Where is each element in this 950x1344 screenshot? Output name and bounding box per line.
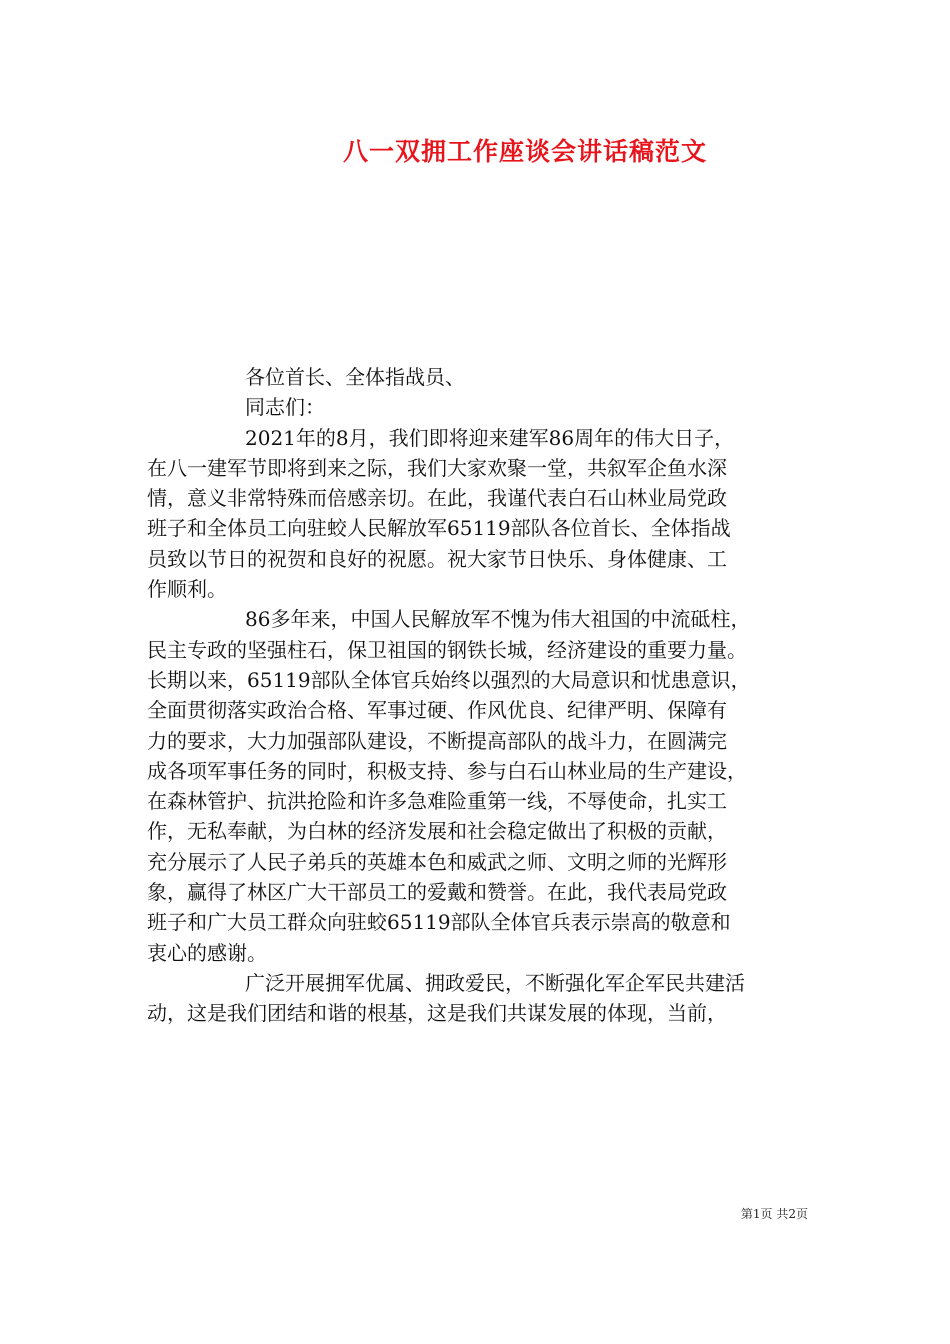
body-line: 员致以节日的祝贺和良好的祝愿。祝大家节日快乐、身体健康、工: [147, 546, 727, 571]
body-line: 各位首长、全体指战员、: [245, 365, 465, 389]
body-line: 同志们：: [245, 395, 325, 420]
document-body: [147, 362, 827, 1029]
body-line: 成各项军事任务的同时，积极支持、参与白石山林业局的生产建设，: [147, 758, 747, 783]
body-line: 86多年来，中国人民解放军不愧为伟大祖国的中流砥柱，: [245, 607, 751, 632]
body-line: 长期以来，65119部队全体官兵始终以强烈的大局意识和忧患意识，: [147, 667, 751, 692]
body-line: 象，赢得了林区广大干部员工的爱戴和赞誉。在此，我代表局党政: [147, 880, 727, 905]
body-line: 作，无私奉献，为白林的经济发展和社会稳定做出了积极的贡献，: [147, 819, 727, 844]
body-line: 班子和全体员工向驻蛟人民解放军65119部队各位首长、全体指战: [147, 516, 731, 541]
body-line: 情，意义非常特殊而倍感亲切。在此，我谨代表白石山林业局党政: [147, 486, 727, 511]
body-line: 民主专政的坚强柱石，保卫祖国的钢铁长城，经济建设的重要力量。: [147, 637, 747, 662]
page-number: 第1页 共2页: [740, 1207, 808, 1221]
body-line: 力的要求，大力加强部队建设，不断提高部队的战斗力，在圆满完: [147, 728, 727, 753]
body-line: 作顺利。: [147, 577, 227, 602]
body-line: 全面贯彻落实政治合格、军事过硬、作风优良、纪律严明、保障有: [147, 698, 727, 723]
body-line: 动，这是我们团结和谐的根基，这是我们共谋发展的体现，当前，: [147, 1001, 727, 1026]
body-line: 班子和广大员工群众向驻蛟65119部队全体官兵表示崇高的敬意和: [147, 910, 731, 935]
body-line: 2021年的8月，我们即将迎来建军86周年的伟大日子，: [245, 425, 735, 450]
body-line: 广泛开展拥军优属、拥政爱民，不断强化军企军民共建活: [245, 970, 745, 995]
body-line: 在森林管护、抗洪抢险和许多急难险重第一线，不辱使命，扎实工: [147, 789, 727, 814]
body-line: 衷心的感谢。: [147, 940, 267, 965]
body-line: 充分展示了人民子弟兵的英雄本色和威武之师、文明之师的光辉形: [147, 849, 727, 874]
body-line: 在八一建军节即将到来之际，我们大家欢聚一堂，共叙军企鱼水深: [147, 455, 727, 480]
document-title: 八一双拥工作座谈会讲话稿范文: [342, 137, 707, 166]
